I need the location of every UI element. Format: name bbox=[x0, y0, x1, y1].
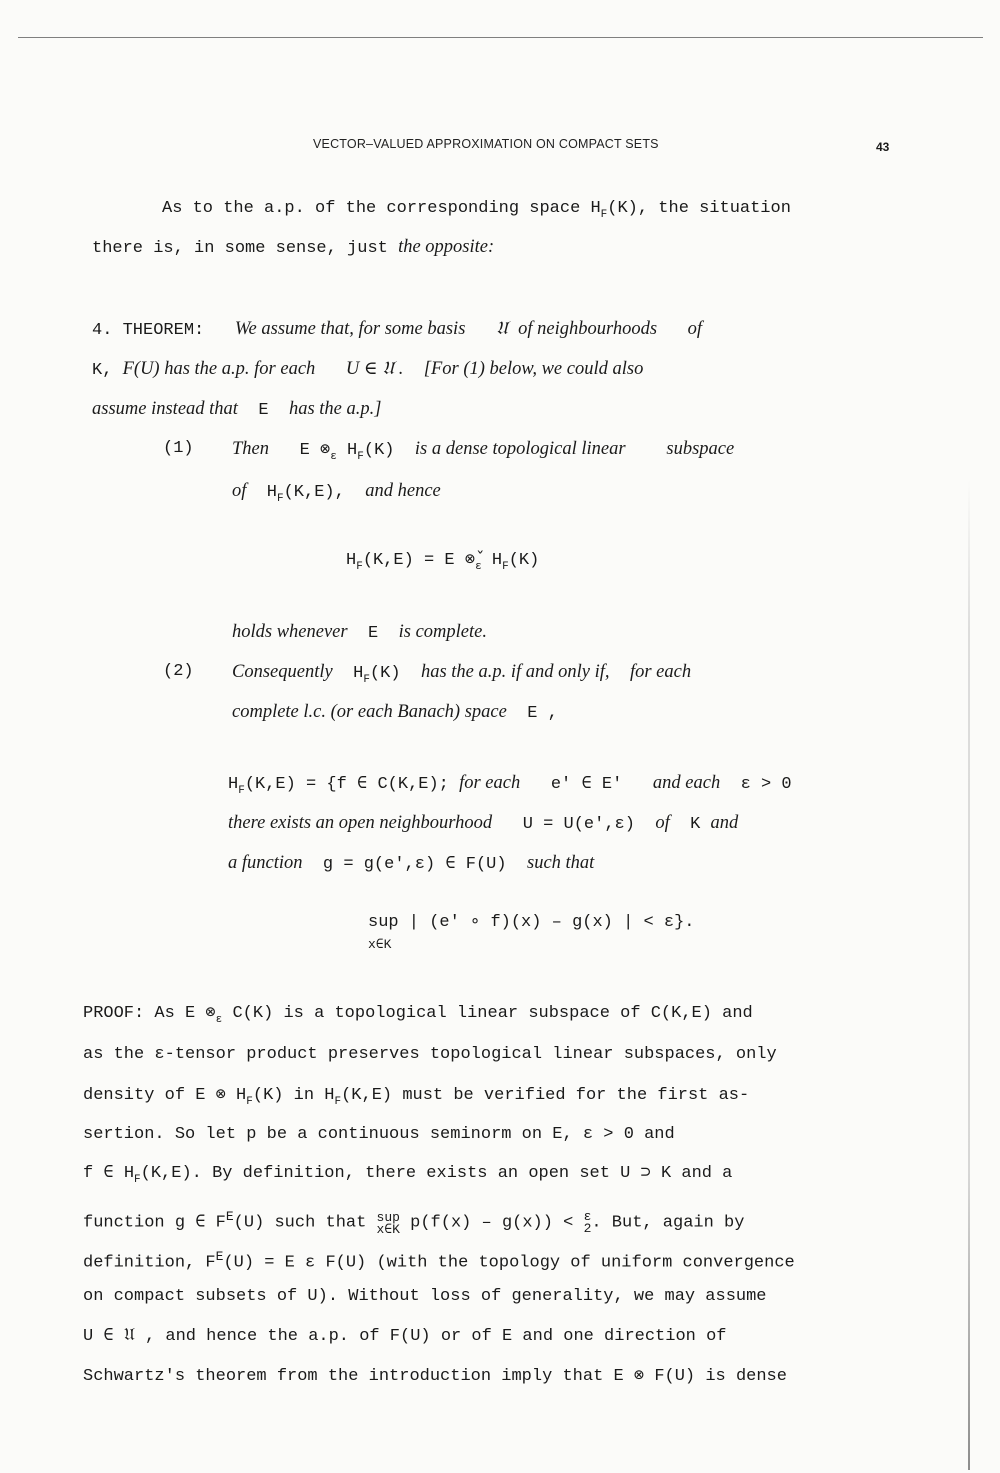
proof-line: on compact subsets of U). Without loss of generality, we may assume bbox=[83, 1287, 767, 1306]
proof-line: sertion. So let p be a continuous seminorm on E, ε > 0 and bbox=[83, 1125, 675, 1144]
text-line: As to the a.p. of the corresponding space $H_F(K)$, the situation bbox=[162, 199, 791, 221]
theorem-line: complete l.c. (or each Banach) space E , bbox=[232, 702, 558, 723]
item-number: (1) bbox=[163, 439, 194, 458]
item-number: (2) bbox=[163, 662, 194, 681]
proof-line: density of E ⊗ $H_F(K)$ in $H_F(K,E)$ must be verified for the first as- bbox=[83, 1086, 750, 1108]
sup-subscript: x∈K bbox=[368, 937, 392, 952]
running-title: VECTOR–VALUED APPROXIMATION ON COMPACT SETS bbox=[313, 137, 659, 151]
proof-line: U ∈ 𝔘 , and hence the a.p. of F(U) or of E and one direction of bbox=[83, 1327, 727, 1346]
page-number: 43 bbox=[876, 140, 890, 154]
theorem-line: a function g = g(e',ε) ∈ F(U) such that bbox=[228, 853, 595, 874]
proof-line: PROOF: As E $\otimes_\varepsilon$ C(K) is a topological linear subspace of C(K,E) and bbox=[83, 1004, 753, 1026]
theorem-line: holds whenever E is complete. bbox=[232, 622, 487, 643]
theorem-line: of $H_F(K,E)$, and hence bbox=[232, 481, 441, 505]
theorem-line: there exists an open neighbourhood U = U(e',ε) of K and bbox=[228, 813, 739, 834]
display-equation: $H_F(K,E) = E$ $\otimeš_\varepsilon$ $H_F(K)$ bbox=[346, 551, 540, 573]
sup-expression: sup | (e' ∘ f)(x) – g(x) | < ε}. bbox=[368, 913, 695, 932]
top-rule bbox=[18, 37, 983, 38]
theorem-line: K, F(U) has the a.p. for each U ∈ 𝔘 . [For (1) below, we could also bbox=[92, 359, 644, 380]
theorem-line: Consequently $H_F(K)$ has the a.p. if and only if, for each bbox=[232, 662, 692, 686]
theorem-line: assume instead that E has the a.p.] bbox=[92, 399, 382, 420]
scan-edge-line bbox=[968, 480, 970, 1470]
proof-line: definition, $F^E(U) = E$ ε F(U) (with the topology of uniform convergence bbox=[83, 1249, 795, 1273]
proof-line: as the ε-tensor product preserves topological linear subspaces, only bbox=[83, 1045, 777, 1064]
theorem-line: $H_F(K,E) = \{f$ ∈ C(K,E); for each e' ∈ E' and each ε > 0 bbox=[228, 773, 792, 797]
proof-line: function g ∈ $F^E(U)$ such that sup x∈K p(f(x) – g(x)) < ε 2. But, again by bbox=[83, 1208, 745, 1237]
proof-line: f ∈ $H_F(K,E)$. By definition, there exists an open set U ⊃ K and a bbox=[83, 1164, 733, 1186]
text-line: there is, in some sense, just the opposite: bbox=[92, 237, 495, 258]
proof-line: Schwartz's theorem from the introduction imply that E ⊗ F(U) is dense bbox=[83, 1367, 787, 1386]
theorem-line: Then E $\otimes_\varepsilon$ $H_F(K)$ is a dense topological linear subspace bbox=[232, 439, 735, 463]
theorem-line: 4. THEOREM: We assume that, for some basis 𝔘 of neighbourhoods of bbox=[92, 319, 703, 340]
